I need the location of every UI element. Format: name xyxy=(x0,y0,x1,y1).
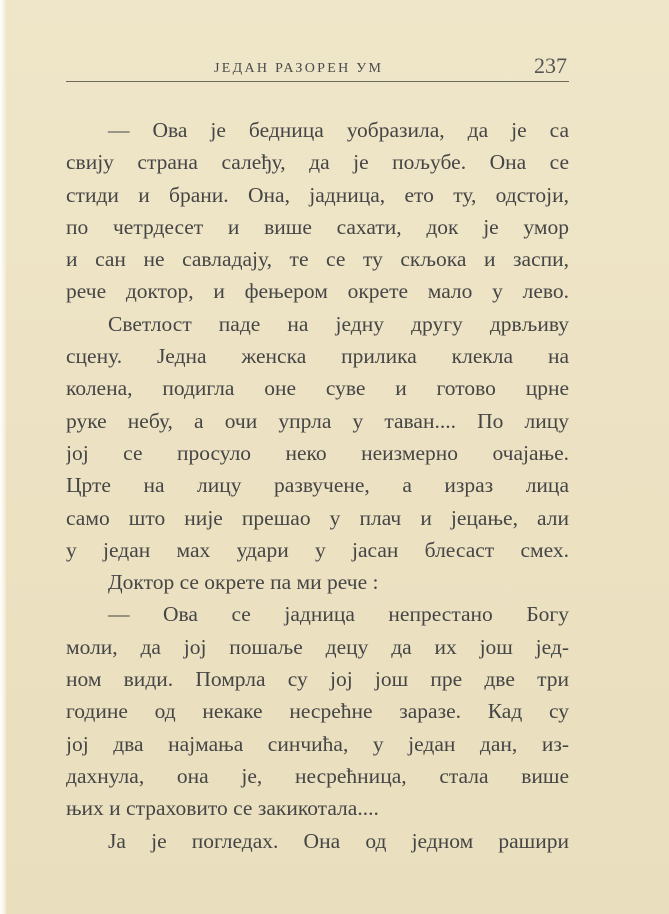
text-line: у један мах удари у јасан блесаст смех. xyxy=(66,537,569,562)
running-title: ЈЕДАН РАЗОРЕН УМ xyxy=(214,61,384,76)
text-line: руке небу, а очи упрла у таван.... По лицу xyxy=(66,408,569,433)
text-line: Црте на лицу развучене, а израз лица xyxy=(66,473,569,498)
text-line: године од некаке несрећне заразе. Кад су xyxy=(66,699,569,724)
text-line: јој се просуло неко неизмерно очајање. xyxy=(66,440,569,465)
text-line: Доктор се окрете па ми рече : xyxy=(108,570,379,595)
page-edge xyxy=(0,0,6,914)
text-line: ном види. Помрла су јој још пре две три xyxy=(66,667,569,692)
body-text xyxy=(66,114,569,857)
text-line: сцену. Једна женска прилика клекла на xyxy=(66,344,569,369)
running-head xyxy=(66,55,569,82)
page-number: 237 xyxy=(534,53,567,78)
text-line: Ја је погледах. Она од једном рашири xyxy=(108,828,569,853)
text-line: колена, подигла оне суве и готово црне xyxy=(66,376,569,401)
text-line: рече доктор, и фењером окрете мало у лево. xyxy=(66,279,569,304)
text-line: њих и страховито се закикотала.... xyxy=(66,796,379,821)
text-line: по четрдесет и више сахати, док је умор xyxy=(66,214,569,239)
text-line: — Ова се јадница непрестано Богу xyxy=(108,602,569,627)
text-line: свију страна салеђу, да је пољубе. Она се xyxy=(66,150,569,175)
text-line: само што није прешао у плач и јецање, али xyxy=(66,505,569,530)
text-line: — Ова је бедница уобразила, да је са xyxy=(108,118,569,142)
text-line: стиди и брани. Она, јадница, ето ту, одстоји, xyxy=(66,182,569,207)
text-line: и сан не савладају, те се ту скљока и заспи, xyxy=(66,247,569,272)
text-line: јој два најмања синчића, у један дан, из- xyxy=(66,731,569,756)
text-line: моли, да јој пошаље децу да их још јед- xyxy=(66,634,569,659)
text-line: дахнула, она је, несрећница, стала више xyxy=(66,763,569,788)
text-line: Светлост паде на једну другу дрвљиву xyxy=(108,311,569,336)
